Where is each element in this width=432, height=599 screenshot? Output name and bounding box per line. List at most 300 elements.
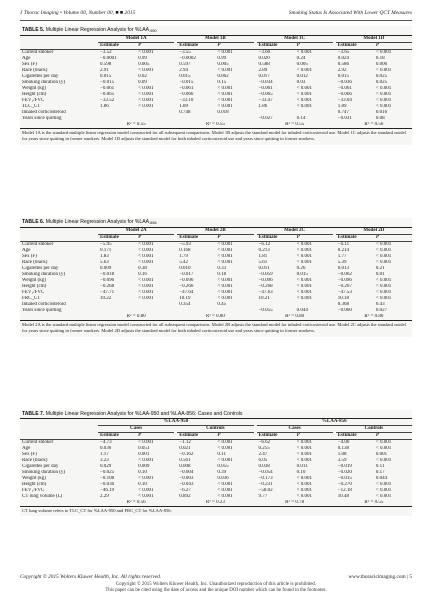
- p-value-cell: < 0.001: [138, 278, 154, 283]
- estimate-cell: −3.60: [258, 50, 271, 55]
- estimate-cell: 2.29: [100, 494, 109, 499]
- estimate-cell: −0.266: [179, 284, 194, 289]
- p-value-cell: 0.33: [217, 266, 227, 271]
- model-group-header: Cases: [257, 426, 333, 433]
- p-value-cell: 0.062: [217, 74, 229, 79]
- estimate-cell: −0.096: [100, 278, 115, 283]
- estimate-cell: −0.270: [337, 482, 352, 487]
- p-value-cell: < 0.001: [138, 458, 154, 463]
- p-value-cell: 0.99: [217, 56, 227, 61]
- estimate-cell: −6.12: [258, 242, 271, 247]
- row-label: Cigarettes per day: [22, 74, 59, 79]
- r-squared-stub: [20, 122, 98, 129]
- p-value-cell: 0.005: [296, 62, 308, 67]
- row-label: FRC_CT: [22, 296, 41, 301]
- estimate-cell: 0.597: [179, 62, 191, 67]
- row-label: Cigarettes per day: [22, 266, 59, 271]
- estimate-cell: −0.015: [100, 80, 115, 85]
- p-value-cell: < 0.001: [138, 290, 154, 295]
- row-label: Race (black): [22, 68, 48, 73]
- row-label: Age: [22, 446, 31, 451]
- p-value-cell: 0.015: [296, 272, 308, 277]
- estimate-cell: −33.52: [100, 98, 115, 103]
- estimate-cell: 10.19: [179, 296, 191, 301]
- running-header-title: Smoking Status Is Associated With Lower QCT Measures: [288, 9, 412, 16]
- p-value-cell: 0.38: [138, 266, 147, 271]
- p-value-cell: < 0.001: [138, 260, 154, 265]
- p-value-column-header: P: [215, 433, 253, 440]
- estimate-cell: −0.065: [258, 92, 273, 97]
- p-value-column-header: P: [295, 43, 333, 50]
- r-squared-stub: [20, 314, 98, 321]
- estimate-cell: 1.89: [337, 104, 347, 109]
- r-squared-stub: [20, 500, 98, 507]
- estimate-cell: −0.019: [337, 464, 352, 469]
- estimate-cell: −0.173: [258, 476, 273, 481]
- estimate-cell: 0.588: [258, 62, 270, 67]
- table-6-grid: [20, 227, 412, 321]
- r-squared-value: R² = 0.80: [177, 314, 253, 321]
- row-label: Height (cm): [22, 92, 47, 97]
- estimate-column-header: Estimate: [98, 43, 136, 50]
- p-value-cell: 0.02: [138, 74, 147, 79]
- row-label: Weight (kg): [22, 278, 46, 283]
- r-squared-value: R² = 0.56: [336, 122, 412, 129]
- p-value-cell: 0.012: [296, 74, 308, 79]
- row-label: Sex (F): [22, 62, 37, 67]
- p-value-cell: < 0.001: [296, 278, 312, 283]
- p-value-cell: < 0.001: [217, 50, 233, 55]
- p-value-cell: < 0.001: [138, 104, 154, 109]
- row-label: Weight (kg): [22, 86, 46, 91]
- estimate-cell: −0.267: [337, 284, 352, 289]
- p-value-cell: 0.016: [375, 110, 388, 115]
- row-label: Years since quitting: [22, 116, 62, 121]
- table-6-caption: [20, 218, 412, 227]
- p-value-cell: < 0.001: [296, 452, 312, 457]
- p-value-cell: < 0.001: [375, 254, 392, 259]
- estimate-cell: 0.255: [258, 446, 270, 451]
- model-group-header: Model 1A: [98, 36, 174, 43]
- p-value-cell: 0.053: [138, 446, 150, 451]
- estimate-cell: −0.017: [179, 272, 194, 277]
- p-value-cell: < 0.001: [217, 242, 233, 247]
- estimate-cell: 0.168: [179, 248, 191, 253]
- estimate-cell: −0.0002: [179, 56, 196, 61]
- r-squared-row: [20, 500, 412, 507]
- estimate-cell: −0.036: [100, 482, 115, 487]
- row-label: FEV₁/FVC: [22, 98, 45, 103]
- p-value-cell: < 0.001: [217, 458, 233, 463]
- footer-website-link[interactable]: www.thoracicimaging.com | 5: [348, 573, 412, 580]
- estimate-cell: 0.029: [100, 464, 112, 469]
- estimate-cell: 1.83: [100, 254, 109, 259]
- p-value-cell: 0.009: [138, 464, 150, 469]
- p-value-cell: 0.09: [138, 80, 147, 85]
- stub-header: [20, 419, 98, 426]
- estimate-column-header: Estimate: [336, 43, 374, 50]
- estimate-column-header: Estimate: [336, 235, 374, 242]
- p-value-cell: 0.03: [296, 80, 306, 85]
- model-group-header: Model 1C: [257, 36, 333, 43]
- p-value-cell: < 0.001: [217, 290, 233, 295]
- row-label: Current smoker: [22, 50, 54, 55]
- p-value-cell: < 0.001: [296, 68, 312, 73]
- model-group-header: Model 1D: [336, 36, 412, 43]
- estimate-cell: −0.036: [337, 80, 352, 85]
- table-6-label: TABLE 6.: [22, 219, 45, 225]
- row-label: Race (black): [22, 458, 48, 463]
- table-5-footnote: Model 1A is the standard multiple linear regression model constructed for all subsequent comparisons. Model 1B adjusts the standard model for inhaled corticosteroid use. Model 1C adjusts the standard model for years since quitting in former smokers. Model 1D adjusts the standard model for both inhaled corticosteroid use and years since quitting in former smokers.: [22, 130, 406, 142]
- estimate-cell: −0.034: [258, 80, 273, 85]
- estimate-cell: 10.18: [337, 296, 349, 301]
- estimate-cell: 0.214: [337, 248, 349, 253]
- r-squared-value: R² = 0.55: [336, 500, 412, 507]
- estimate-cell: −0.162: [179, 452, 194, 457]
- estimate-cell: −0.043: [179, 482, 194, 487]
- estimate-cell: −0.060: [337, 308, 352, 313]
- estimate-cell: 3.59: [337, 458, 347, 463]
- estimate-cell: −0.061: [258, 86, 273, 91]
- estimate-cell: −5.95: [100, 242, 112, 247]
- table-5-caption: [20, 26, 412, 35]
- estimate-cell: 0.024: [337, 56, 349, 61]
- p-value-cell: 0.10: [138, 470, 147, 475]
- p-value-cell: < 0.001: [375, 86, 392, 91]
- row-label: Smoking duration (y): [22, 272, 66, 277]
- estimate-column-header: Estimate: [257, 43, 295, 50]
- estimate-cell: −0.062: [337, 272, 352, 277]
- estimate-cell: −33.10: [179, 98, 194, 103]
- estimate-cell: −0.031: [337, 116, 352, 121]
- row-label: Smoking duration (y): [22, 470, 66, 475]
- estimate-cell: 0.213: [258, 248, 270, 253]
- estimate-cell: −0.108: [100, 476, 115, 481]
- table-5: [20, 26, 412, 145]
- p-value-cell: 0.10: [296, 470, 306, 475]
- p-value-cell: < 0.001: [217, 488, 233, 493]
- p-value-cell: < 0.001: [375, 104, 392, 109]
- page-footer: [20, 572, 412, 581]
- p-value-cell: 0.025: [375, 80, 388, 85]
- p-value-cell: < 0.001: [138, 68, 154, 73]
- p-value-cell: < 0.001: [217, 98, 233, 103]
- p-value-cell: < 0.001: [296, 104, 312, 109]
- estimate-cell: 0.008: [179, 464, 191, 469]
- estimate-cell: −1.12: [179, 440, 191, 445]
- table-6-title: Multiple Linear Regression Analysis for %LAA: [45, 219, 150, 225]
- p-value-cell: < 0.001: [296, 50, 312, 55]
- estimate-cell: 6.05: [258, 458, 268, 463]
- estimate-cell: −0.061: [179, 86, 194, 91]
- model-group-header: Model 2A: [98, 228, 174, 235]
- p-value-cell: < 0.001: [375, 92, 392, 97]
- estimate-cell: 0.368: [337, 302, 349, 307]
- p-value-column-header: P: [374, 235, 412, 242]
- p-value-cell: < 0.001: [217, 482, 233, 487]
- estimate-cell: 2.47: [258, 452, 268, 457]
- p-value-column-header: P: [295, 235, 333, 242]
- p-value-cell: < 0.001: [296, 260, 312, 265]
- estimate-column-header: Estimate: [177, 43, 215, 50]
- footer-copyright: Copyright © 2015 Wolters Kluwer Health, Inc. All rights reserved.: [20, 573, 162, 580]
- estimate-cell: −3.52: [100, 50, 112, 55]
- p-value-cell: < 0.001: [375, 278, 392, 283]
- table-7: [20, 410, 412, 516]
- estimate-cell: 0.011: [258, 266, 270, 271]
- estimate-cell: −0.055: [258, 308, 273, 313]
- table-5-title-subscript: -950: [149, 29, 157, 33]
- estimate-cell: 0.015: [337, 74, 349, 79]
- p-value-cell: 0.99: [138, 56, 147, 61]
- estimate-cell: −0.003: [179, 476, 194, 481]
- estimate-column-header: Estimate: [336, 433, 374, 440]
- estimate-cell: −47.71: [100, 290, 115, 295]
- p-value-cell: < 0.001: [138, 86, 154, 91]
- row-label: TLC_CT: [22, 104, 41, 109]
- header-rule: [20, 20, 412, 21]
- p-value-cell: 0.025: [375, 74, 388, 79]
- estimate-cell: 0.021: [179, 446, 191, 451]
- estimate-cell: −6.62: [258, 440, 271, 445]
- footer-notice-line-2: This paper can be cited using the date of access and the unique DOI number which can be found in the footnotes.: [105, 588, 327, 593]
- p-value-cell: < 0.001: [375, 290, 392, 295]
- p-value-cell: < 0.001: [138, 296, 154, 301]
- row-label: Age: [22, 248, 31, 253]
- stub-header: [20, 426, 98, 433]
- estimate-cell: 1.86: [100, 104, 109, 109]
- estimate-cell: −47.53: [337, 290, 352, 295]
- p-value-cell: < 0.001: [375, 260, 392, 265]
- p-value-cell: < 0.001: [296, 290, 312, 295]
- running-header: [20, 7, 412, 18]
- p-value-cell: 0.21: [375, 266, 385, 271]
- estimate-cell: 1.77: [337, 254, 347, 259]
- p-value-cell: < 0.001: [375, 488, 392, 493]
- estimate-cell: −0.096: [258, 278, 273, 283]
- r-squared-value: R² = 0.55: [98, 122, 174, 129]
- estimate-column-header: Estimate: [98, 235, 136, 242]
- p-value-cell: < 0.001: [138, 476, 154, 481]
- p-value-cell: 0.018: [217, 110, 229, 115]
- estimate-cell: −0.096: [179, 278, 194, 283]
- estimate-column-header: Estimate: [177, 433, 215, 440]
- p-value-cell: 0.11: [217, 452, 226, 457]
- p-value-cell: < 0.001: [138, 488, 154, 493]
- estimate-cell: 0.017: [258, 74, 270, 79]
- p-value-cell: 0.005: [138, 62, 150, 67]
- estimate-cell: −0.061: [337, 86, 352, 91]
- p-value-cell: < 0.001: [138, 440, 154, 445]
- p-value-cell: 0.01: [375, 272, 385, 277]
- stub-header: [20, 433, 98, 440]
- stub-header: [20, 228, 98, 235]
- estimate-cell: 0.020: [258, 56, 270, 61]
- p-value-cell: 0.08: [375, 116, 385, 121]
- p-value-cell: < 0.001: [217, 68, 233, 73]
- model-group-header: Model 1B: [177, 36, 253, 43]
- p-value-cell: < 0.001: [138, 242, 154, 247]
- r-squared-row: [20, 122, 412, 129]
- p-value-cell: 0.027: [375, 308, 388, 313]
- p-value-cell: < 0.001: [375, 440, 392, 445]
- p-value-cell: 0.15: [217, 80, 227, 85]
- p-value-cell: < 0.001: [296, 242, 312, 247]
- estimate-cell: −0.268: [258, 284, 273, 289]
- running-header-journal: J Thorac Imaging • Volume 00, Number 00, ■ ■ 2015: [20, 9, 136, 16]
- p-value-cell: < 0.001: [375, 242, 392, 247]
- estimate-cell: −6.27: [179, 488, 191, 493]
- p-value-cell: < 0.001: [375, 98, 392, 103]
- p-value-cell: 0.26: [296, 266, 306, 271]
- estimate-cell: −0.231: [258, 482, 273, 487]
- p-value-cell: 0.005: [217, 62, 229, 67]
- footer-notice: [20, 582, 412, 594]
- estimate-cell: −0.018: [100, 272, 115, 277]
- p-value-column-header: P: [374, 433, 412, 440]
- p-value-cell: < 0.001: [296, 446, 312, 451]
- p-value-cell: < 0.001: [296, 86, 312, 91]
- estimate-cell: −0.015: [179, 80, 194, 85]
- row-label: Current smoker: [22, 242, 54, 247]
- estimate-cell: −58.02: [258, 488, 273, 493]
- estimate-cell: 5.42: [179, 260, 188, 265]
- p-value-column-header: P: [215, 235, 253, 242]
- p-value-column-header: P: [136, 433, 174, 440]
- row-label: CT lung volume (L): [22, 494, 63, 499]
- r-squared-value: R² = 0.80: [257, 314, 333, 321]
- row-label: Sex (F): [22, 254, 37, 259]
- p-value-cell: < 0.001: [217, 494, 233, 499]
- p-value-cell: 0.16: [138, 272, 147, 277]
- table-7-title: Multiple Linear Regression Analysis for %LAA-950 and %LAA-856: Cases and Controls: [45, 411, 243, 417]
- row-label: Smoking duration (y): [22, 80, 66, 85]
- table-5-label: TABLE 5.: [22, 27, 45, 33]
- estimate-cell: −0.268: [100, 284, 115, 289]
- p-value-cell: 0.14: [296, 116, 306, 121]
- table-7-grid: [20, 418, 412, 507]
- estimate-cell: −5.93: [179, 242, 191, 247]
- estimate-cell: −0.066: [179, 92, 194, 97]
- outer-group-header: %LAA-856: [257, 419, 413, 426]
- p-value-cell: 0.001: [375, 452, 388, 457]
- p-value-cell: 0.17: [375, 470, 385, 475]
- estimate-cell: 0.171: [100, 248, 112, 253]
- p-value-cell: < 0.001: [138, 50, 154, 55]
- p-value-column-header: P: [136, 235, 174, 242]
- p-value-cell: < 0.001: [296, 458, 312, 463]
- p-value-cell: < 0.001: [138, 284, 154, 289]
- r-squared-value: R² = 0.55: [177, 122, 253, 129]
- estimate-cell: 10.22: [100, 296, 112, 301]
- p-value-cell: 0.18: [217, 272, 227, 277]
- p-value-cell: < 0.001: [375, 446, 392, 451]
- p-value-cell: < 0.001: [296, 284, 312, 289]
- estimate-cell: 1.17: [100, 452, 109, 457]
- p-value-cell: < 0.001: [138, 254, 154, 259]
- p-value-cell: < 0.001: [217, 248, 233, 253]
- estimate-cell: −0.059: [258, 272, 273, 277]
- estimate-cell: 5.39: [337, 260, 347, 265]
- model-group-header: Model 2D: [336, 228, 412, 235]
- p-value-cell: < 0.001: [296, 476, 312, 481]
- estimate-cell: 1.81: [258, 254, 268, 259]
- r-squared-value: R² = 0.23: [177, 500, 253, 507]
- estimate-column-header: Estimate: [257, 235, 295, 242]
- p-value-column-header: P: [136, 43, 174, 50]
- p-value-cell: < 0.001: [375, 296, 392, 301]
- p-value-cell: < 0.001: [296, 248, 312, 253]
- estimate-cell: −0.066: [337, 92, 352, 97]
- estimate-cell: 1.89: [179, 104, 188, 109]
- estimate-cell: −4.73: [100, 440, 112, 445]
- r-squared-row: [20, 314, 412, 321]
- estimate-cell: −46.19: [100, 488, 115, 493]
- p-value-cell: < 0.001: [296, 98, 312, 103]
- p-value-cell: < 0.001: [217, 104, 233, 109]
- p-value-cell: < 0.001: [217, 440, 233, 445]
- outer-group-header: %LAA-950: [98, 419, 254, 426]
- p-value-cell: < 0.001: [217, 260, 233, 265]
- p-value-column-header: P: [215, 43, 253, 50]
- table-5-grid: [20, 35, 412, 129]
- stub-header: [20, 235, 98, 242]
- table-6-title-subscript: -856: [149, 221, 157, 225]
- estimate-cell: −3.55: [179, 50, 191, 55]
- row-label: Height (cm): [22, 284, 47, 289]
- stub-header: [20, 36, 98, 43]
- estimate-cell: 1.08: [337, 452, 347, 457]
- p-value-cell: 0.001: [138, 452, 150, 457]
- estimate-cell: 2.89: [258, 68, 268, 73]
- p-value-cell: 0.18: [375, 56, 385, 61]
- row-label: Age: [22, 56, 31, 61]
- estimate-cell: 0.013: [337, 266, 349, 271]
- row-label: Years since quitting: [22, 308, 62, 313]
- table-7-label: TABLE 7.: [22, 411, 45, 417]
- p-value-column-header: P: [295, 433, 333, 440]
- p-value-cell: < 0.001: [375, 494, 392, 499]
- p-value-cell: 0.006: [375, 62, 388, 67]
- r-squared-value: R² = 0.78: [257, 500, 333, 507]
- p-value-cell: < 0.001: [138, 248, 154, 253]
- p-value-cell: 0.011: [296, 464, 308, 469]
- estimate-cell: −0.096: [337, 278, 352, 283]
- estimate-cell: −0.020: [337, 470, 352, 475]
- estimate-cell: 2.94: [179, 68, 188, 73]
- estimate-cell: 0.747: [337, 110, 349, 115]
- estimate-cell: −47.64: [179, 290, 194, 295]
- estimate-cell: 5.61: [258, 260, 268, 265]
- estimate-cell: 10.21: [258, 296, 270, 301]
- estimate-cell: −0.065: [100, 92, 115, 97]
- estimate-cell: −0.054: [258, 470, 273, 475]
- estimate-cell: 1.79: [179, 254, 188, 259]
- model-group-header: Cases: [98, 426, 174, 433]
- r-squared-value: R² = 0.55: [257, 122, 333, 129]
- r-squared-value: R² = 0.80: [336, 314, 412, 321]
- estimate-cell: −33.47: [258, 98, 273, 103]
- p-value-cell: < 0.001: [217, 86, 233, 91]
- p-value-cell: 0.24: [296, 56, 306, 61]
- estimate-cell: 0.138: [337, 446, 349, 451]
- row-label: Cigarettes per day: [22, 464, 59, 469]
- estimate-cell: 0.038: [258, 464, 270, 469]
- p-value-cell: < 0.001: [375, 482, 392, 487]
- estimate-cell: 0.009: [100, 266, 112, 271]
- estimate-cell: 0.354: [179, 302, 191, 307]
- estimate-cell: −12.18: [337, 488, 352, 493]
